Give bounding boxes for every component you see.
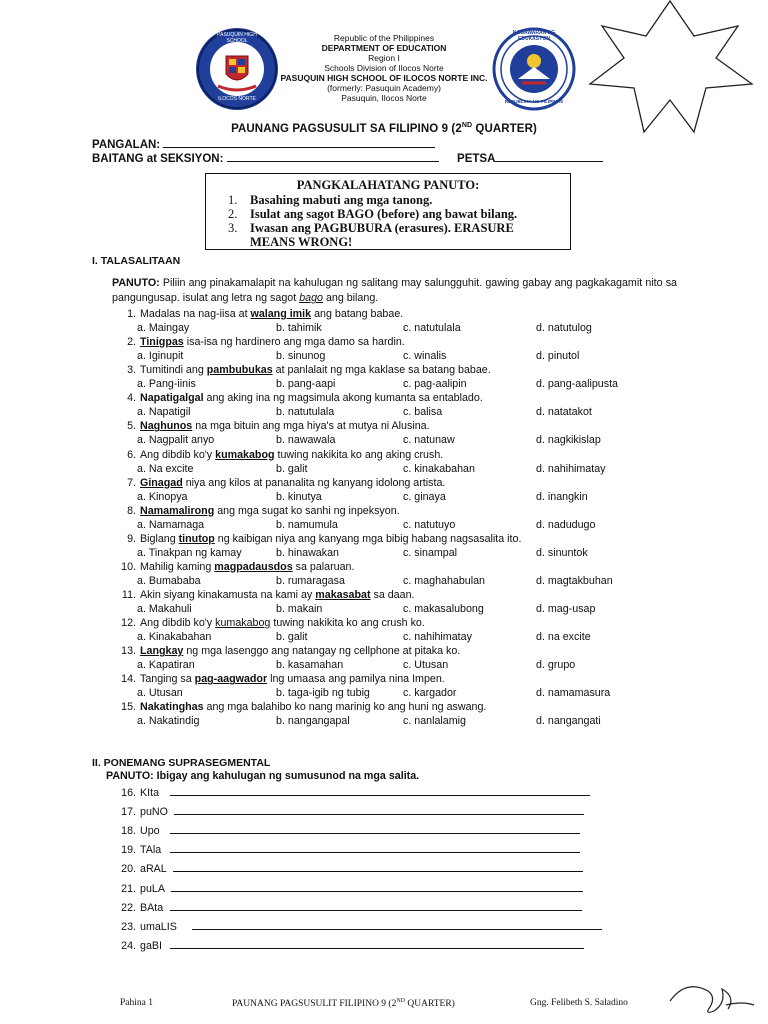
choice-option: d. nagkikislap [536, 434, 601, 447]
item-word: Upo [140, 825, 160, 838]
item-number: 17. [121, 806, 136, 819]
choice-option: c. balisa [403, 406, 443, 419]
choice-option: d. nadudugo [536, 518, 596, 531]
question-text-post: isa-isa ng hardinero ang mga damo sa hardin. [183, 336, 405, 349]
question-keyword: pambubukas [206, 364, 273, 377]
instruction-item: 2. Isulat ang sagot BAGO (before) ang bawat bilang. [228, 207, 518, 221]
suprasegmental-item [110, 785, 590, 799]
answer-line[interactable] [171, 881, 583, 892]
question-number: 8. [127, 504, 136, 517]
choice-option: c. natunaw [403, 434, 455, 447]
choice-option: c. maghahabulan [403, 574, 485, 587]
panuto-label: PANUTO: [112, 277, 160, 289]
answer-line[interactable] [170, 900, 582, 911]
suprasegmental-item [110, 842, 580, 856]
exam-title-main: PAUNANG PAGSUSULIT SA FILIPINO 9 (2 [231, 122, 462, 135]
question-text-pre: Madalas na nag-iisa at [140, 308, 251, 320]
choice-option: c. pag-aalipin [403, 378, 467, 391]
general-instructions-title: PANGKALAHATANG PANUTO: [296, 178, 480, 192]
question-keyword: Namamalirong [140, 504, 215, 517]
exam-title-tail: QUARTER) [472, 122, 537, 135]
suprasegmental-item [110, 900, 582, 914]
item-word: gaBI [140, 939, 162, 952]
choice-option: a. Iginupit [137, 350, 184, 363]
choice-option: d. pinutol [536, 350, 580, 363]
choice-option: d. magtakbuhan [536, 574, 613, 587]
question-number: 15. [121, 701, 136, 714]
choice-option: a. Utusan [137, 687, 183, 700]
answer-line[interactable] [170, 785, 590, 796]
choice-option: c. kargador [403, 687, 457, 700]
instruction-item: 3. Iwasan ang PAGBUBURA (erasures). ERASURE [228, 221, 514, 235]
choice-option: b. kasamahan [276, 659, 344, 672]
item-word: puLA [140, 882, 165, 895]
answer-line[interactable] [170, 823, 580, 834]
choice-option: a. Namamaga [137, 518, 205, 531]
question-item [110, 589, 415, 601]
question-keyword: Tinigpas [140, 336, 184, 349]
question-number: 11. [121, 589, 136, 601]
question-item [110, 392, 483, 404]
part2-panuto: PANUTO: Ibigay ang kahulugan ng sumusunod na mga salita. [106, 770, 420, 782]
footer-teacher: Gng. Felibeth S. Saladino [530, 998, 628, 1008]
question-item [110, 477, 445, 489]
choice-option: b. nawawala [276, 434, 336, 447]
question-text-post: na mga bituin ang mga hiya's at mutya ni Alusina. [192, 420, 430, 433]
question-keyword: Naghunos [140, 420, 193, 433]
header-region: Region I [368, 53, 400, 63]
question-text-post: tuwing nakikita ko ang aking crush. [274, 448, 444, 461]
part1-panuto: PANUTO: Piliin ang pinakamalapit na kahulugan ng salitang may salungguhit. gawing gabay ang pagkakagamit nito sa pangungusap. isulat ang letra ng sagot bago ang bilang. [112, 277, 677, 304]
item-number: 21. [121, 882, 136, 895]
choice-option: b. rumaragasa [276, 574, 345, 587]
item-number: 22. [121, 901, 136, 914]
question-text-pre: Akin siyang kinakamusta na kami ay [140, 589, 316, 601]
question-number: 12. [121, 617, 136, 630]
choice-option: a. Kapatiran [137, 659, 195, 672]
choice-option: a. Bumababa [137, 574, 201, 587]
item-number: 19. [121, 844, 136, 857]
answer-line[interactable] [170, 938, 584, 949]
choice-option: d. natatakot [536, 406, 592, 419]
answer-line[interactable] [170, 842, 580, 853]
choice-option: b. natutulala [276, 406, 335, 419]
choice-option: c. winalis [403, 350, 447, 363]
question-number: 13. [121, 645, 136, 658]
part1-heading: I. TALASALITAAN [92, 255, 181, 267]
choice-option: d. nangangati [536, 715, 601, 728]
question-keyword: kumakabog [215, 617, 271, 630]
question-keyword: makasabat [315, 589, 371, 601]
date-field[interactable] [495, 150, 603, 162]
header-department: DEPARTMENT OF EDUCATION [321, 43, 447, 53]
choice-option: a. Maingay [137, 322, 190, 334]
question-keyword: Napatigalgal [140, 392, 204, 405]
question-text-post: ng kaibigan niya ang kanyang mga bibig habang nagsasalita ito. [214, 532, 522, 545]
choice-option: d. na excite [536, 631, 591, 644]
question-item [110, 673, 445, 685]
question-number: 2. [127, 336, 136, 349]
choice-option: c. natutulala [403, 322, 461, 334]
question-item [110, 449, 443, 461]
item-number: 20. [121, 863, 136, 876]
question-item [110, 533, 521, 545]
question-item [110, 617, 425, 629]
question-text-pre: Biglang [140, 532, 179, 545]
question-number: 6. [127, 448, 136, 461]
question-text-post: ang aking ina ng magsimula akong kumanta sa entablado. [203, 392, 483, 405]
choice-option: b. galit [276, 631, 308, 644]
question-text-post: sa palaruan. [292, 560, 355, 573]
question-item [110, 420, 430, 432]
choice-option: b. hinawakan [276, 546, 339, 559]
choice-option: d. nahihimatay [536, 462, 606, 475]
question-text-post: lng umaasa ang pamilya nina Impen. [267, 673, 445, 686]
name-label: PANGALAN: [92, 139, 161, 151]
choice-option: b. pang-aapi [276, 378, 336, 391]
question-item [110, 561, 354, 573]
grade-row [92, 150, 603, 165]
question-number: 14. [121, 673, 136, 686]
header-formerly: (formerly: Pasuquin Academy) [327, 83, 441, 93]
suprasegmental-item [110, 919, 602, 933]
suprasegmental-item [110, 804, 584, 818]
question-text-pre: Tumitindi ang [140, 364, 207, 377]
choice-option: c. nanlalamig [403, 715, 466, 728]
choice-option: d. pang-aalipusta [536, 378, 618, 391]
question-keyword: Ginagad [140, 476, 183, 489]
header-location: Pasuquin, Ilocos Norte [341, 93, 427, 103]
question-item [110, 645, 460, 657]
choice-option: a. Kinakabahan [137, 631, 212, 644]
grade-label: BAITANG at SEKSIYON: [92, 153, 224, 165]
name-row [92, 136, 435, 151]
choice-option: c. natutuyo [403, 518, 456, 531]
choice-option: a. Kinopya [137, 490, 188, 503]
choice-option: b. makain [276, 603, 323, 615]
footer-page: Pahina 1 [120, 998, 153, 1008]
choice-option: d. namamasura [536, 687, 611, 700]
question-item [110, 505, 400, 517]
question-text-post: at panlalait ng mga kaklase sa batang babae. [272, 364, 491, 377]
question-number: 1. [127, 308, 136, 320]
question-number: 7. [127, 476, 136, 489]
choice-option: c. ginaya [403, 490, 446, 503]
question-item [110, 364, 491, 376]
grade-section-field[interactable] [227, 150, 439, 162]
item-number: 23. [121, 920, 136, 933]
question-text-pre: Mahilig kaming [140, 560, 215, 573]
question-number: 3. [127, 364, 136, 377]
question-number: 5. [127, 420, 136, 433]
item-number: 24. [121, 939, 136, 952]
question-keyword: Langkay [140, 645, 184, 658]
choice-option: b. galit [276, 462, 308, 475]
instruction-item: 1. Basahing mabuti ang mga tanong. [228, 193, 433, 207]
item-word: aRAL [140, 863, 167, 876]
choice-option: d. mag-usap [536, 603, 596, 615]
choice-option: a. Makahuli [137, 603, 192, 615]
choice-option: a. Pang-iinis [137, 378, 196, 391]
question-text-post: ang mga balahibo ko nang marinig ko ang huni ng aswang. [203, 701, 487, 714]
choice-option: b. sinunog [276, 350, 326, 363]
question-keyword: magpadausdos [214, 560, 293, 573]
choice-option: b. namumula [276, 518, 338, 531]
choice-option: a. Nakatindig [137, 715, 200, 728]
choice-option: a. Nagpalit anyo [137, 434, 215, 447]
question-text-post: ang mga sugat ko sanhi ng inpeksyon. [214, 504, 400, 517]
item-word: umaLIS [140, 920, 177, 933]
item-number: 16. [121, 787, 136, 799]
footer-title: PAUNANG PAGSUSULIT FILIPINO 9 (2ND QUARTER) [232, 998, 455, 1010]
part2-heading: II. PONEMANG SUPRASEGMENTAL [92, 757, 271, 769]
choice-option: d. inangkin [536, 490, 588, 503]
school-seal-bottom-text: ILOCOS NORTE [218, 96, 256, 102]
question-item [110, 701, 486, 713]
header-school: PASUQUIN HIGH SCHOOL OF ILOCOS NORTE INC. [280, 73, 488, 83]
item-number: 18. [121, 825, 136, 838]
choice-option: c. kinakabahan [403, 462, 475, 475]
choice-option: a. Tinakpan ng kamay [137, 546, 242, 559]
question-text-post: ang batang babae. [311, 308, 404, 320]
name-field[interactable] [163, 136, 435, 148]
item-word: TAla [140, 844, 162, 857]
header-republic: Republic of the Philippines [333, 33, 435, 43]
choice-option: c. Utusan [403, 659, 449, 672]
question-keyword: pag-aagwador [194, 673, 268, 686]
date-label: PETSA [457, 153, 496, 165]
question-text-pre: Tanging sa [140, 673, 195, 686]
question-text-post: niya ang kilos at pananalita ng kanyang idolong artista. [182, 476, 446, 489]
choice-option: c. makasalubong [403, 603, 484, 615]
question-item [110, 336, 405, 348]
choice-option: c. nahihimatay [403, 631, 472, 644]
suprasegmental-item [110, 881, 583, 895]
question-keyword: tinutop [178, 532, 215, 545]
question-number: 10. [121, 560, 136, 573]
instruction-item: MEANS WRONG! [250, 235, 353, 249]
choice-option: b. taga-igib ng tubig [276, 687, 370, 700]
question-text-post: ng mga lasenggo ang natangay ng cellphone at pitaka ko. [183, 645, 461, 658]
suprasegmental-item [110, 938, 584, 952]
question-text-pre: Ang dibdib ko'y [140, 617, 216, 630]
question-keyword: kumakabog [215, 448, 275, 461]
choice-option: b. tahimik [276, 322, 322, 334]
answer-line[interactable] [173, 861, 583, 872]
choice-option: b. nangangapal [276, 715, 350, 728]
question-text-post: sa daan. [370, 589, 415, 601]
deped-seal-bottom-text: REPUBLIKA NG PILIPINAS [504, 99, 564, 104]
suprasegmental-item [110, 861, 583, 875]
suprasegmental-item [110, 823, 580, 837]
deped-seal-text: KAGAWARAN NG EDUKASYON [512, 30, 556, 42]
choice-option: a. Na excite [137, 462, 194, 475]
question-item [110, 308, 403, 320]
panuto-bago: bago [299, 292, 323, 304]
exam-title-sup: ND [461, 122, 473, 129]
question-keyword: walang imik [250, 308, 312, 320]
choice-option: d. natutulog [536, 322, 592, 334]
question-number: 4. [127, 392, 136, 405]
header-division: Schools Division of Ilocos Norte [324, 63, 444, 73]
general-instructions-box [205, 173, 571, 250]
signature-mark [666, 975, 758, 1019]
answer-line[interactable] [174, 804, 584, 815]
item-word: BAta [140, 901, 164, 914]
item-word: KIta [140, 787, 160, 799]
question-keyword: Nakatinghas [140, 701, 204, 714]
question-text-pre: Ang dibdib ko'y [140, 448, 216, 461]
question-text-post: tuwing nakikita ko ang crush ko. [270, 617, 425, 630]
school-seal-text: PASUQUIN HIGH SCHOOL [217, 32, 257, 44]
choice-option: c. sinampal [403, 546, 458, 559]
question-number: 9. [127, 532, 136, 545]
choice-option: d. sinuntok [536, 546, 588, 559]
choice-option: a. Napatigil [137, 406, 191, 419]
exam-title [0, 122, 768, 135]
answer-line[interactable] [192, 919, 602, 930]
choice-option: d. grupo [536, 659, 576, 672]
item-word: puNO [140, 806, 168, 819]
choice-option: b. kinutya [276, 490, 322, 503]
